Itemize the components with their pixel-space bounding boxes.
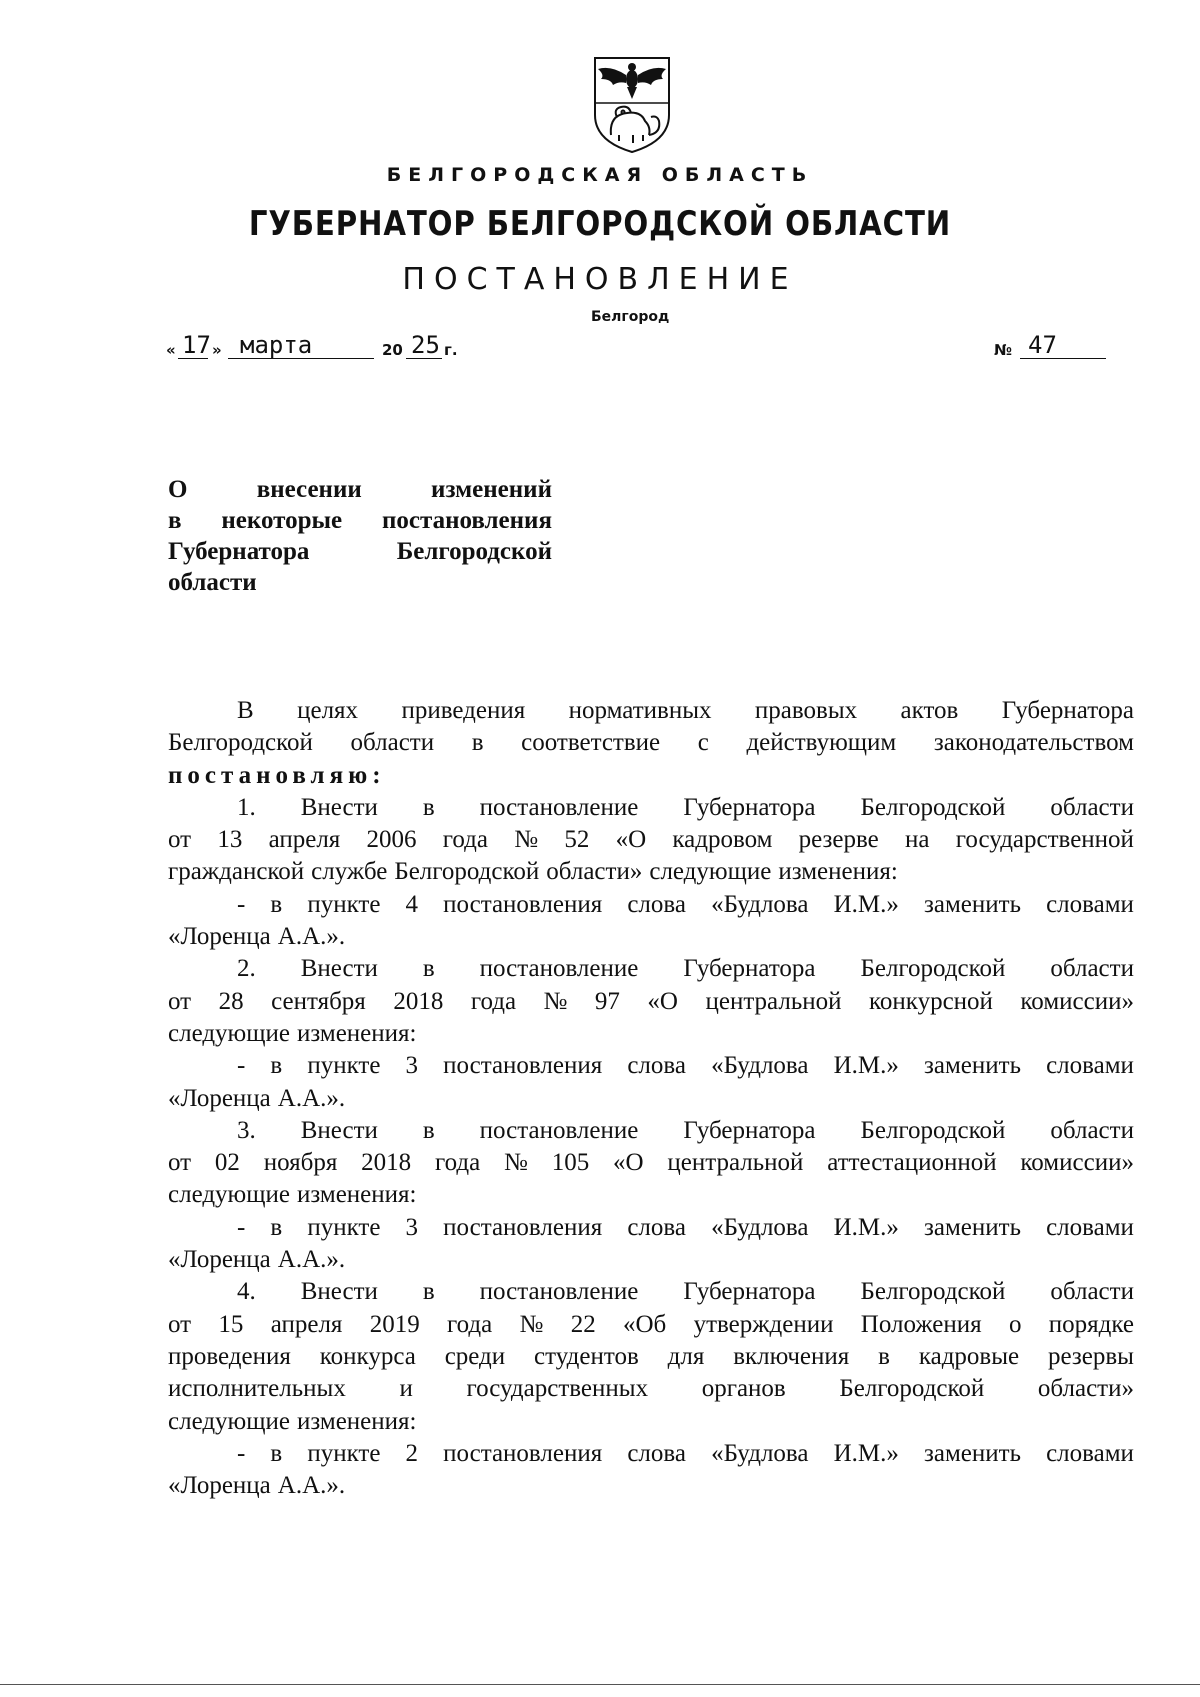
word: «О bbox=[615, 826, 647, 854]
word: в bbox=[270, 1213, 283, 1241]
word: следующие bbox=[168, 1407, 290, 1435]
word: Белгородской bbox=[860, 1116, 1006, 1144]
item-line bbox=[168, 1341, 1134, 1373]
word: 97 bbox=[594, 987, 620, 1015]
word: - bbox=[237, 1439, 246, 1467]
word: в bbox=[270, 1439, 283, 1467]
word: А.А.». bbox=[277, 1084, 346, 1112]
title-line bbox=[168, 505, 552, 536]
word: нормативных bbox=[568, 697, 712, 724]
page-bottom-rule bbox=[0, 1684, 1200, 1685]
word: 28 bbox=[218, 987, 244, 1015]
document-title bbox=[168, 474, 552, 598]
word: следующие bbox=[649, 858, 772, 886]
word: 3 bbox=[405, 1052, 419, 1080]
word: № bbox=[519, 1310, 544, 1338]
word: проведения bbox=[168, 1342, 291, 1370]
word: в bbox=[422, 1116, 435, 1144]
item-line bbox=[168, 824, 1134, 856]
word: и bbox=[399, 1375, 413, 1403]
item-line bbox=[168, 1147, 1134, 1179]
word: постановления bbox=[443, 1052, 603, 1080]
word: слова bbox=[627, 1439, 686, 1467]
word: № bbox=[514, 826, 539, 854]
title-line bbox=[168, 536, 552, 567]
word: от bbox=[168, 987, 192, 1015]
date-year-suffix: г. bbox=[444, 341, 458, 359]
word: центральной bbox=[705, 987, 842, 1015]
title-word: постановления bbox=[381, 507, 552, 534]
date-open-quote: « bbox=[166, 341, 176, 359]
word: органов bbox=[701, 1375, 786, 1403]
change-line bbox=[168, 1050, 1134, 1082]
word: в bbox=[422, 1278, 435, 1306]
word: от bbox=[168, 1149, 192, 1177]
word: И.М.» bbox=[833, 1213, 899, 1241]
word: постановление bbox=[479, 1278, 639, 1306]
word: правовых bbox=[754, 697, 858, 724]
word: 4 bbox=[405, 890, 419, 918]
word: пункте bbox=[307, 1052, 381, 1080]
word: словами bbox=[1046, 890, 1134, 918]
word: «Лоренца bbox=[168, 1246, 271, 1274]
word: кадровые bbox=[918, 1342, 1020, 1370]
word: Губернатора bbox=[1001, 697, 1134, 724]
word: аттестационной bbox=[827, 1149, 997, 1177]
word: изменения: bbox=[296, 1019, 417, 1047]
word: «Лоренца bbox=[168, 1084, 271, 1112]
word: на bbox=[905, 826, 930, 854]
word: И.М.» bbox=[833, 1439, 899, 1467]
word: комиссии» bbox=[1020, 987, 1134, 1015]
word: изменения: bbox=[296, 1407, 417, 1435]
word: постановление bbox=[479, 955, 639, 983]
word: гражданской bbox=[168, 858, 305, 886]
date-number-line bbox=[166, 331, 1106, 365]
word: пункте bbox=[307, 1439, 381, 1467]
item-line bbox=[168, 1373, 1134, 1405]
word: в bbox=[422, 955, 435, 983]
word: 2006 bbox=[366, 826, 417, 854]
word: Белгородской bbox=[860, 793, 1006, 821]
word: 22 bbox=[570, 1310, 596, 1338]
word: слова bbox=[627, 1213, 686, 1241]
date-month: марта bbox=[240, 331, 313, 359]
item-line bbox=[168, 1018, 1134, 1050]
word: области bbox=[1050, 955, 1134, 983]
word: А.А.». bbox=[277, 1472, 346, 1500]
word: 02 bbox=[214, 1149, 240, 1177]
word: государственных bbox=[466, 1375, 649, 1403]
word: конкурсной bbox=[869, 987, 993, 1015]
word: «Лоренца bbox=[168, 1472, 271, 1500]
word: «Об bbox=[623, 1310, 667, 1338]
word: в bbox=[270, 890, 283, 918]
resolve-line bbox=[168, 760, 1134, 792]
change-line bbox=[168, 1470, 1134, 1502]
word: года bbox=[447, 1310, 493, 1338]
word: «Лоренца bbox=[168, 923, 271, 951]
word: 13 bbox=[217, 826, 243, 854]
word: соответствие bbox=[521, 729, 661, 757]
resolve-word: постановляю: bbox=[168, 761, 386, 789]
word: 3 bbox=[405, 1213, 419, 1241]
word: апреля bbox=[270, 1310, 343, 1338]
word: государственной bbox=[955, 826, 1134, 854]
word: области bbox=[1050, 1278, 1134, 1306]
word: целях bbox=[297, 697, 359, 724]
word: следующие bbox=[168, 1019, 290, 1047]
word: утверждении bbox=[693, 1310, 834, 1338]
word: - bbox=[237, 890, 246, 918]
word: Внести bbox=[300, 1116, 378, 1144]
word: приведения bbox=[401, 697, 526, 724]
word: «Будлова bbox=[711, 1213, 809, 1241]
date-year: 25 bbox=[411, 331, 440, 359]
title-word: О bbox=[168, 476, 188, 503]
word: 4. bbox=[237, 1278, 256, 1306]
change-line bbox=[168, 1083, 1134, 1115]
word: В bbox=[237, 697, 254, 724]
word: следующие bbox=[168, 1181, 290, 1209]
word: изменения: bbox=[778, 858, 898, 886]
title-word: в bbox=[168, 507, 182, 534]
word: пункте bbox=[307, 890, 381, 918]
word: № bbox=[504, 1149, 528, 1177]
word: года bbox=[442, 826, 488, 854]
word: 2019 bbox=[369, 1310, 420, 1338]
word: словами bbox=[1046, 1213, 1134, 1241]
word: Положения bbox=[860, 1310, 982, 1338]
word: слова bbox=[627, 1052, 686, 1080]
preamble-line bbox=[168, 727, 1134, 759]
change-line bbox=[168, 1244, 1134, 1276]
word: кадровом bbox=[672, 826, 773, 854]
word: в bbox=[471, 729, 484, 757]
item-line bbox=[168, 953, 1134, 985]
word: службе bbox=[311, 858, 388, 886]
word: И.М.» bbox=[833, 890, 899, 918]
word: «Будлова bbox=[711, 890, 809, 918]
title-word: Губернатора bbox=[168, 538, 310, 565]
word: заменить bbox=[924, 890, 1021, 918]
word: года bbox=[434, 1149, 481, 1177]
word: действующим bbox=[746, 729, 897, 757]
word: Губернатора bbox=[683, 1278, 816, 1306]
word: «О bbox=[613, 1149, 644, 1177]
word: словами bbox=[1046, 1052, 1134, 1080]
coat-of-arms-emblem-icon bbox=[589, 55, 675, 155]
word: исполнительных bbox=[168, 1375, 346, 1403]
word: 2 bbox=[405, 1439, 419, 1467]
title-word: области bbox=[168, 569, 257, 596]
word: Белгородской bbox=[860, 1278, 1006, 1306]
title-word: изменений bbox=[431, 476, 552, 503]
word: постановления bbox=[443, 1439, 603, 1467]
word: Белгородской bbox=[168, 729, 313, 757]
word: 15 bbox=[218, 1310, 244, 1338]
change-line bbox=[168, 889, 1134, 921]
word: области bbox=[1050, 793, 1134, 821]
word: 2018 bbox=[361, 1149, 412, 1177]
word: Внести bbox=[300, 1278, 378, 1306]
date-close-quote: » bbox=[212, 341, 222, 359]
word: постановление bbox=[479, 793, 639, 821]
word: словами bbox=[1046, 1439, 1134, 1467]
date-day: 17 bbox=[182, 331, 211, 359]
number-label: № bbox=[994, 341, 1013, 359]
word: 52 bbox=[564, 826, 590, 854]
item-line bbox=[168, 986, 1134, 1018]
word: 1. bbox=[237, 793, 256, 821]
date-year-prefix: 20 bbox=[382, 341, 403, 359]
word: Внести bbox=[300, 955, 378, 983]
word: заменить bbox=[924, 1052, 1021, 1080]
word: конкурса bbox=[319, 1342, 416, 1370]
word: постановления bbox=[443, 1213, 603, 1241]
word: 2018 bbox=[393, 987, 444, 1015]
word: о bbox=[1008, 1310, 1022, 1338]
item-line bbox=[168, 1309, 1134, 1341]
word: Белгородской bbox=[860, 955, 1006, 983]
word: «Будлова bbox=[711, 1052, 809, 1080]
word: области bbox=[350, 729, 435, 757]
change-line bbox=[168, 921, 1134, 953]
word: области» bbox=[546, 858, 643, 886]
word: среди bbox=[444, 1342, 506, 1370]
word: порядке bbox=[1048, 1310, 1134, 1338]
word: Губернатора bbox=[683, 793, 816, 821]
word: для bbox=[667, 1342, 705, 1370]
word: включения bbox=[733, 1342, 850, 1370]
title-word: Белгородской bbox=[396, 538, 552, 565]
item-line bbox=[168, 856, 1134, 888]
word: области bbox=[1050, 1116, 1134, 1144]
word: постановления bbox=[443, 890, 603, 918]
word: с bbox=[697, 729, 709, 757]
word: от bbox=[168, 1310, 192, 1338]
document-body bbox=[168, 695, 1134, 1502]
word: в bbox=[270, 1052, 283, 1080]
word: апреля bbox=[268, 826, 341, 854]
title-word: некоторые bbox=[221, 507, 343, 534]
word: № bbox=[543, 987, 568, 1015]
word: от bbox=[168, 826, 192, 854]
word: А.А.». bbox=[277, 923, 346, 951]
item-line bbox=[168, 792, 1134, 824]
word: комиссии» bbox=[1020, 1149, 1134, 1177]
word: резервы bbox=[1048, 1342, 1134, 1370]
word: - bbox=[237, 1052, 246, 1080]
word: ноября bbox=[263, 1149, 338, 1177]
item-line bbox=[168, 1406, 1134, 1438]
word: 3. bbox=[237, 1116, 256, 1144]
word: 105 bbox=[551, 1149, 590, 1177]
word: Губернатора bbox=[683, 1116, 816, 1144]
item-line bbox=[168, 1276, 1134, 1308]
word: слова bbox=[627, 890, 686, 918]
document-number: 47 bbox=[1028, 331, 1057, 359]
item-line bbox=[168, 1179, 1134, 1211]
word: И.М.» bbox=[833, 1052, 899, 1080]
word: Белгородской bbox=[839, 1375, 985, 1403]
word: в bbox=[878, 1342, 890, 1370]
word: изменения: bbox=[296, 1181, 417, 1209]
change-line bbox=[168, 1212, 1134, 1244]
word: пункте bbox=[307, 1213, 381, 1241]
word: студентов bbox=[534, 1342, 639, 1370]
word: центральной bbox=[667, 1149, 804, 1177]
word: резерве bbox=[798, 826, 879, 854]
word: постановление bbox=[479, 1116, 639, 1144]
word: А.А.». bbox=[277, 1246, 346, 1274]
word: Внести bbox=[300, 793, 378, 821]
word: «Будлова bbox=[711, 1439, 809, 1467]
authority-name: ГУБЕРНАТОР БЕЛГОРОДСКОЙ ОБЛАСТИ bbox=[248, 204, 952, 244]
word: сентября bbox=[271, 987, 366, 1015]
word: заменить bbox=[924, 1439, 1021, 1467]
item-line bbox=[168, 1115, 1134, 1147]
city-name: Белгород bbox=[591, 309, 670, 325]
word: области» bbox=[1037, 1375, 1134, 1403]
word: законодательством bbox=[933, 729, 1134, 757]
title-line bbox=[168, 474, 552, 505]
word: - bbox=[237, 1213, 246, 1241]
word: Губернатора bbox=[683, 955, 816, 983]
word: заменить bbox=[924, 1213, 1021, 1241]
title-word: внесении bbox=[256, 476, 362, 503]
change-line bbox=[168, 1438, 1134, 1470]
word: актов bbox=[900, 697, 959, 724]
preamble-line bbox=[168, 695, 1134, 727]
word: 2. bbox=[237, 955, 256, 983]
title-line bbox=[168, 567, 552, 598]
word: в bbox=[422, 793, 435, 821]
region-name: БЕЛГОРОДСКАЯ ОБЛАСТЬ bbox=[386, 164, 814, 186]
document-type: ПОСТАНОВЛЕНИЕ bbox=[402, 262, 798, 297]
word: «О bbox=[647, 987, 678, 1015]
word: Белгородской bbox=[394, 858, 540, 886]
word: года bbox=[470, 987, 517, 1015]
